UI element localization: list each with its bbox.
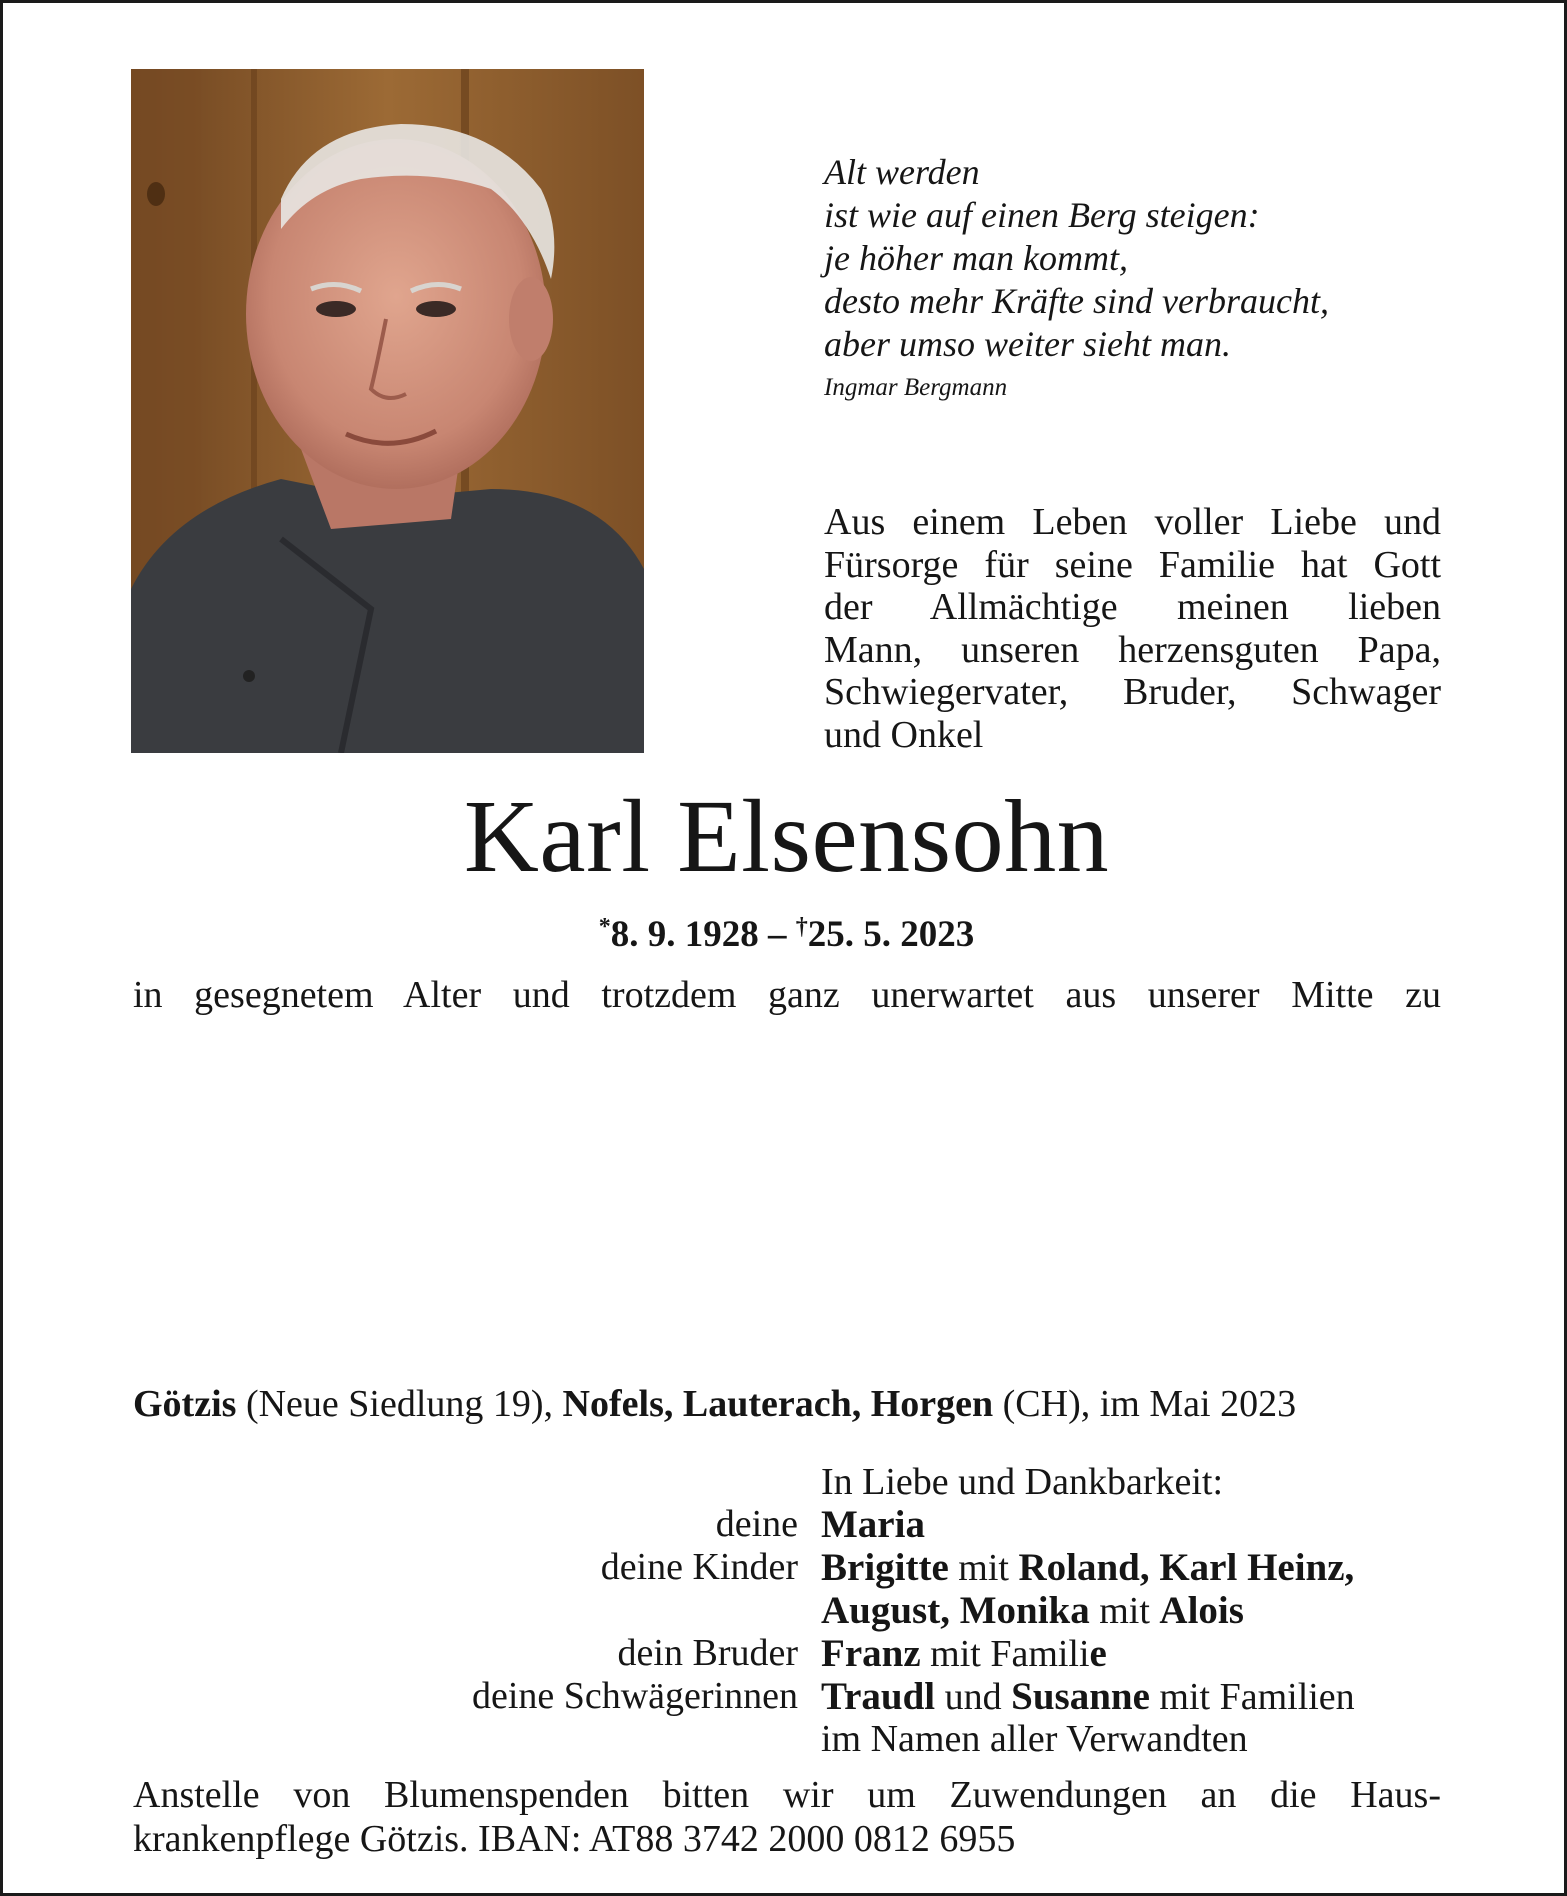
paragraph-line: in gesegnetem Alter und trotzdem ganz unerwartet aus unserer Mitte zu (133, 974, 1441, 1016)
signature-label: deine Kinder (600, 1546, 798, 1588)
signature-name: Franz (821, 1632, 921, 1675)
signature-names (821, 1718, 1248, 1761)
paragraph-announcement (133, 974, 1441, 1017)
intro-line: Mann, unseren herzensguten Papa, (824, 628, 1441, 671)
birth-symbol: * (598, 914, 611, 940)
deceased-name: Karl Elsensohn (463, 779, 1110, 894)
portrait-illustration (131, 69, 644, 753)
signature-name: Traudl (821, 1675, 936, 1718)
place-date: (CH), im Mai 2023 (993, 1383, 1297, 1425)
signature-intro: In Liebe und Dankbarkeit: (821, 1461, 1224, 1503)
signature-label: deine Schwägerinnen (471, 1675, 798, 1717)
signature-names (821, 1589, 1244, 1633)
life-dates (3, 905, 1567, 957)
date-separator: – (768, 914, 787, 955)
signature-names (821, 1503, 925, 1547)
quote-line: ist wie auf einen Berg steigen: (824, 195, 1260, 235)
signature-relatives: im Namen aller Verwandten (821, 1718, 1248, 1760)
signature-name: e (1089, 1632, 1107, 1675)
signature-connector: und (935, 1676, 1012, 1718)
intro-line: der Allmächtige meinen lieben (824, 586, 1441, 628)
quote-line: je höher man kommt, (824, 238, 1128, 278)
quote (824, 151, 1444, 366)
portrait-photo (131, 69, 644, 753)
signature-names (821, 1675, 1355, 1719)
quote-line: aber umso weiter sieht man. (824, 324, 1231, 364)
intro-line: Schwiegervater, Bruder, Schwager (824, 671, 1441, 713)
signature-connector: mit (948, 1547, 1019, 1589)
signature-suffix: mit Familien (1149, 1676, 1355, 1718)
quote-author: Ingmar Bergmann (824, 374, 1008, 401)
signature-name: Susanne (1011, 1675, 1150, 1718)
signature-name: Alois (1159, 1589, 1244, 1632)
death-symbol: † (795, 914, 808, 940)
signature-connector: mit (1089, 1590, 1160, 1632)
closing-line: Anstelle von Blumenspenden bitten wir um Zuwendungen an die Haus- (133, 1774, 1441, 1816)
quote-line: desto mehr Kräfte sind verbraucht, (824, 281, 1329, 321)
signature-label: deine (715, 1503, 798, 1545)
signature-connector: mit Famili (920, 1633, 1090, 1675)
death-date: 25. 5. 2023 (807, 914, 975, 955)
intro-line: Fürsorge für seine Familie hat Gott (824, 543, 1441, 586)
signature-name: Roland, Karl Heinz, (1018, 1546, 1355, 1589)
quote-line: Alt werden (824, 152, 980, 192)
intro-line: Aus einem Leben voller Liebe und (824, 501, 1441, 543)
signature-label: dein Bruder (617, 1632, 798, 1674)
signature-names (821, 1632, 1107, 1676)
place-town: Götzis (133, 1383, 237, 1425)
place-towns: Nofels, Lauterach, Horgen (562, 1383, 994, 1425)
signature-name: Brigitte (821, 1546, 949, 1589)
intro-text (824, 501, 1441, 756)
signature-names (821, 1546, 1354, 1590)
birth-date: 8. 9. 1928 (610, 914, 759, 955)
closing-text (133, 1773, 1441, 1861)
intro-line: und Onkel (824, 713, 984, 756)
place-address: (Neue Siedlung 19), (236, 1383, 563, 1425)
signature-name: August, Monika (821, 1589, 1090, 1632)
place-line (133, 1383, 1441, 1426)
closing-line: krankenpflege Götzis. IBAN: AT88 3742 2000 0812 6955 (133, 1818, 1016, 1860)
signature-name: Maria (821, 1503, 925, 1546)
